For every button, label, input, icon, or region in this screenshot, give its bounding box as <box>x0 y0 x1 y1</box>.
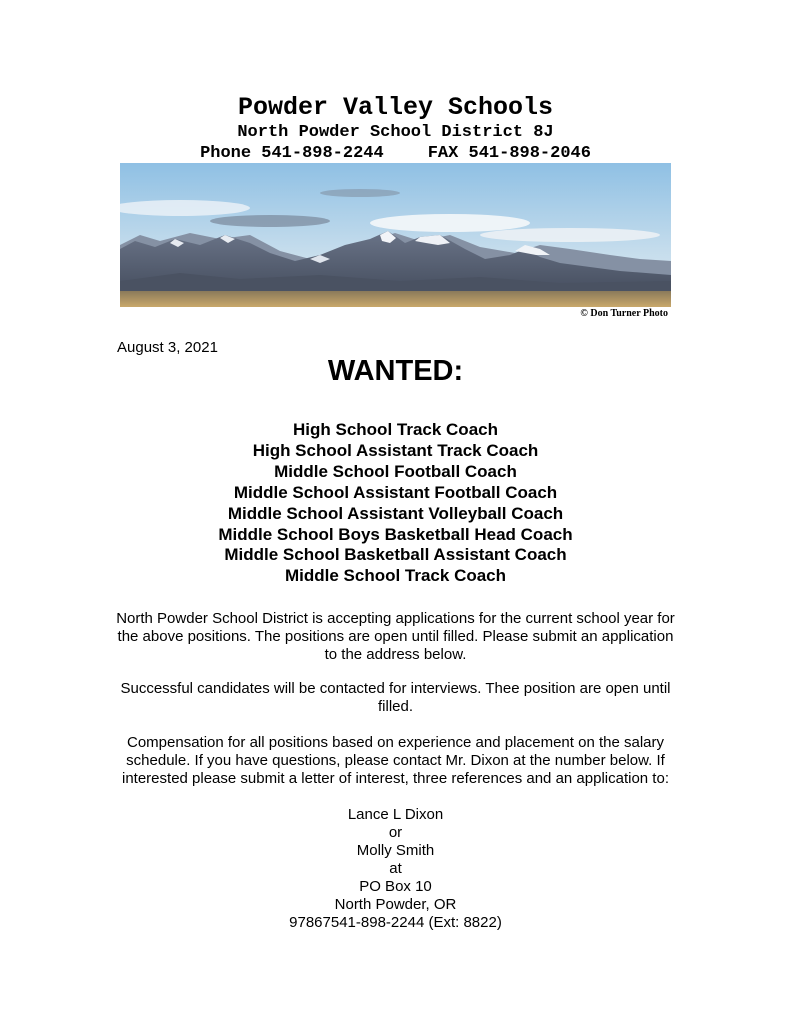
compensation-paragraph: Compensation for all positions based on experience and placement on the salary schedule. If you have questions, please contact Mr. Dixon at the number below. If interested please submit a letter of interest, three references and an application to: <box>122 734 669 787</box>
position-item: High School Track Coach <box>293 420 498 439</box>
mailing-address: PO Box 10 <box>359 878 432 895</box>
district-name: North Powder School District 8J <box>237 123 554 142</box>
position-item: Middle School Assistant Volleyball Coach <box>227 503 564 523</box>
position-item: Middle School Basketball Assistant Coach <box>224 545 567 565</box>
wanted-heading: WANTED: <box>327 355 464 387</box>
application-paragraph: North Powder School District is accepting applications for the current school year for the above positions. The positions are open until filled. Please submit an application to the address below. <box>116 610 675 663</box>
city-state: North Powder, OR <box>334 896 457 913</box>
position-item: High School Assistant Track Coach <box>252 440 539 460</box>
contact-or: or <box>388 824 403 841</box>
contact-name-primary: Lance L Dixon <box>347 806 444 823</box>
zip-and-phone: 97867541-898-2244 (Ext: 8822) <box>289 914 502 931</box>
photo-credit: © Don Turner Photo <box>580 308 668 319</box>
contact-block <box>0 806 791 932</box>
contact-numbers <box>0 144 791 164</box>
position-item: Middle School Football Coach <box>274 461 517 481</box>
position-item: Middle School Assistant Football Coach <box>233 482 558 502</box>
phone-number: Phone 541-898-2244 <box>200 144 384 163</box>
position-item: Middle School Boys Basketball Head Coach <box>218 524 573 544</box>
school-name: Powder Valley Schools <box>237 93 554 122</box>
position-item: Middle School Track Coach <box>284 566 507 586</box>
contact-at: at <box>389 860 402 877</box>
mountain-photo <box>120 163 671 307</box>
fax-number: FAX 541-898-2046 <box>427 144 591 163</box>
notice-date: August 3, 2021 <box>117 339 218 356</box>
contact-name-secondary: Molly Smith <box>356 842 435 859</box>
positions-list <box>0 420 791 587</box>
interview-paragraph: Successful candidates will be contacted for interviews. Thee position are open until filled. <box>120 680 671 715</box>
